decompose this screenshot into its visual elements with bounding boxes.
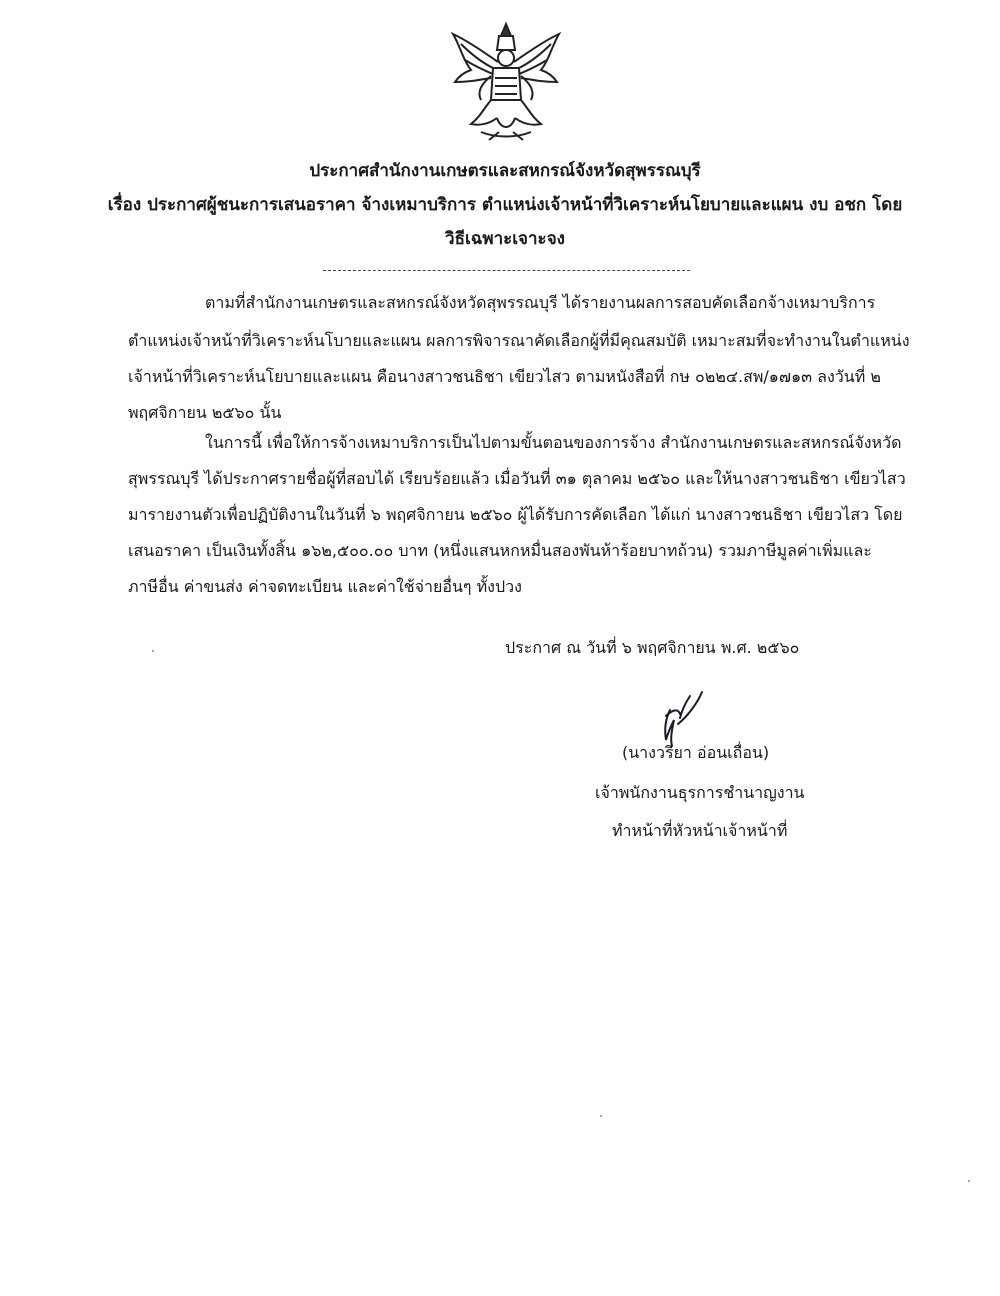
document-title: ประกาศสำนักงานเกษตรและสหกรณ์จังหวัดสุพรรณบุรี: [309, 161, 701, 181]
paragraph-1-line-4: พฤศจิกายน ๒๕๖๐ นั้น: [128, 403, 282, 422]
title-divider: [323, 270, 690, 271]
paragraph-2-line-4: เสนอราคา เป็นเงินทั้งสิ้น ๑๖๒,๕๐๐.๐๐ บาท (หนึ่งแสนหกหมื่นสองพันห้าร้อยบาทถ้วน) รวมภาษีมูลค่าเพิ่มและ: [128, 541, 872, 560]
scan-speck: [600, 1115, 602, 1117]
signer-position: เจ้าพนักงานธุรการชำนาญงาน: [595, 783, 805, 802]
paragraph-2-line-5: ภาษีอื่น ค่าขนส่ง ค่าจดทะเบียน และค่าใช้จ่ายอื่นๆ ทั้งปวง: [128, 577, 522, 596]
garuda-emblem-icon: [441, 20, 571, 150]
paragraph-2-line-3: มารายงานตัวเพื่อปฏิบัติงานในวันที่ ๖ พฤศจิกายน ๒๕๖๐ ผู้ได้รับการคัดเลือก ได้แก่ นางสาวชนธิชา เขียวไสว โดย: [128, 505, 903, 524]
scan-speck: [968, 1180, 970, 1182]
paragraph-2-line-1: ในการนี้ เพื่อให้การจ้างเหมาบริการเป็นไปตามขั้นตอนของการจ้าง สำนักงานเกษตรและสหกรณ์จังหวัด: [205, 433, 902, 452]
paragraph-2-line-2: สุพรรณบุรี ได้ประกาศรายชื่อผู้ที่สอบได้ เรียบร้อยแล้ว เมื่อวันที่ ๓๑ ตุลาคม ๒๕๖๐ และให้นางสาวชนธิชา เขียวไสว: [128, 469, 906, 488]
scan-speck: [152, 650, 154, 652]
paragraph-1-line-3: เจ้าหน้าที่วิเคราะห์นโยบายและแผน คือนางสาวชนธิชา เขียวไสว ตามหนังสือที่ กษ ๐๒๒๔.สพ/๑๗๑๓ ลงวันที่ ๒: [128, 367, 881, 386]
paragraph-1-line-2: ตำแหน่งเจ้าหน้าที่วิเคราะห์นโบายและแผน ผลการพิจารณาคัดเลือกผู้ที่มีคุณสมบัติ เหมาะสมที่จะทำงานในตำแหน่ง: [128, 331, 910, 350]
announce-date: ประกาศ ณ วันที่ ๖ พฤศจิกายน พ.ศ. ๒๕๖๐: [505, 638, 800, 657]
paragraph-1-line-1: ตามที่สำนักงานเกษตรและสหกรณ์จังหวัดสุพรรณบุรี ได้รายงานผลการสอบคัดเลือกจ้างเหมาบริการ: [205, 293, 876, 312]
signer-acting-title: ทำหน้าที่หัวหน้าเจ้าหน้าที่: [612, 821, 788, 840]
document-subject-line-2: วิธีเฉพาะเจาะจง: [445, 229, 565, 249]
document-subject-line-1: เรื่อง ประกาศผู้ชนะการเสนอราคา จ้างเหมาบริการ ตำแหน่งเจ้าหน้าที่วิเคราะห์นโยบายและแผน งบ อชก โดย: [107, 195, 903, 215]
signer-name: (นางวรียา อ่อนเถื่อน): [622, 743, 770, 762]
